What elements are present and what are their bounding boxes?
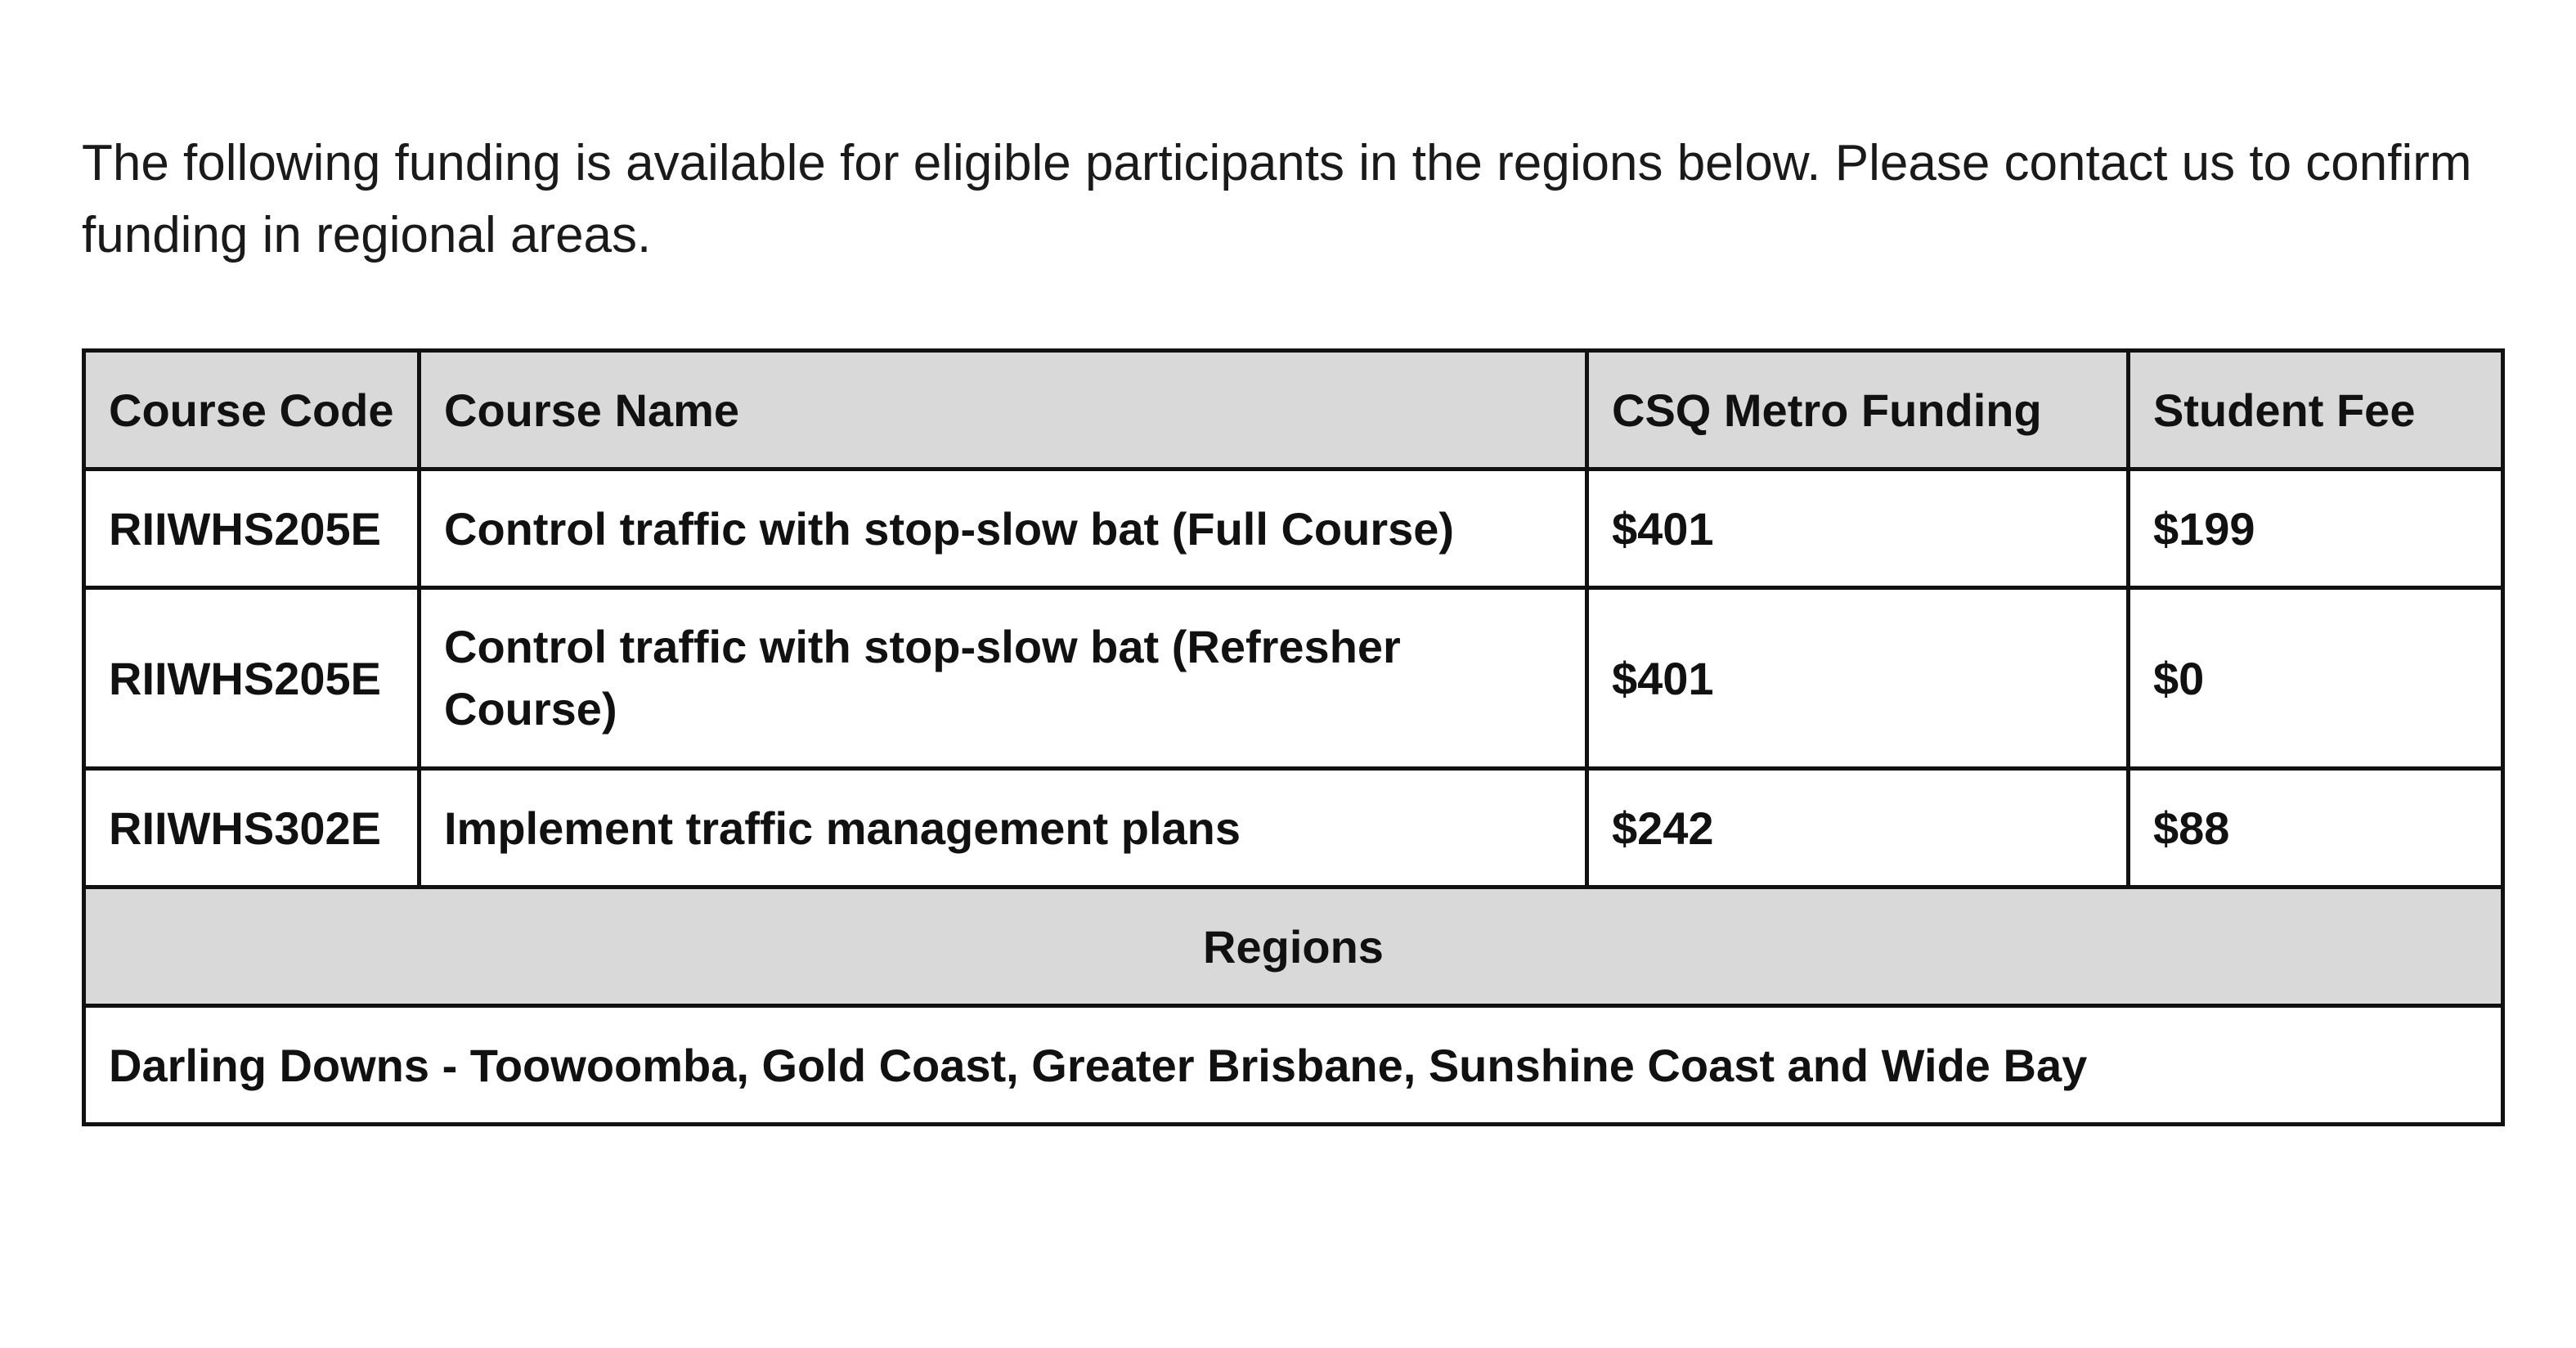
course-code-cell: RIIWHS205E bbox=[84, 470, 420, 588]
table-row bbox=[84, 769, 2503, 887]
table-row bbox=[84, 588, 2503, 769]
course-name-cell: Implement traffic management plans bbox=[420, 769, 1587, 887]
student-fee-cell: $88 bbox=[2129, 769, 2503, 887]
course-code-cell: RIIWHS302E bbox=[84, 769, 420, 887]
student-fee-cell: $0 bbox=[2129, 588, 2503, 769]
course-name-cell: Control traffic with stop-slow bat (Full Course) bbox=[420, 470, 1587, 588]
course-code-cell: RIIWHS205E bbox=[84, 588, 420, 769]
course-name-cell: Control traffic with stop-slow bat (Refresher Course) bbox=[420, 588, 1587, 769]
header-csq-metro-funding: CSQ Metro Funding bbox=[1587, 351, 2129, 470]
funding-cell: $401 bbox=[1587, 588, 2129, 769]
header-student-fee: Student Fee bbox=[2129, 351, 2503, 470]
student-fee-cell: $199 bbox=[2129, 470, 2503, 588]
regions-list: Darling Downs - Toowoomba, Gold Coast, Greater Brisbane, Sunshine Coast and Wide Bay bbox=[84, 1006, 2503, 1125]
table-header-row bbox=[84, 351, 2503, 470]
header-course-code: Course Code bbox=[84, 351, 420, 470]
regions-header: Regions bbox=[84, 887, 2503, 1006]
intro-paragraph: The following funding is available for eligible participants in the regions below. Please contact us to confirm funding in regional areas. bbox=[82, 135, 2472, 263]
funding-cell: $401 bbox=[1587, 470, 2129, 588]
funding-table bbox=[82, 348, 2505, 1126]
header-course-name: Course Name bbox=[420, 351, 1587, 470]
regions-row bbox=[84, 1006, 2503, 1125]
table-row bbox=[84, 470, 2503, 588]
regions-header-row bbox=[84, 887, 2503, 1006]
funding-cell: $242 bbox=[1587, 769, 2129, 887]
